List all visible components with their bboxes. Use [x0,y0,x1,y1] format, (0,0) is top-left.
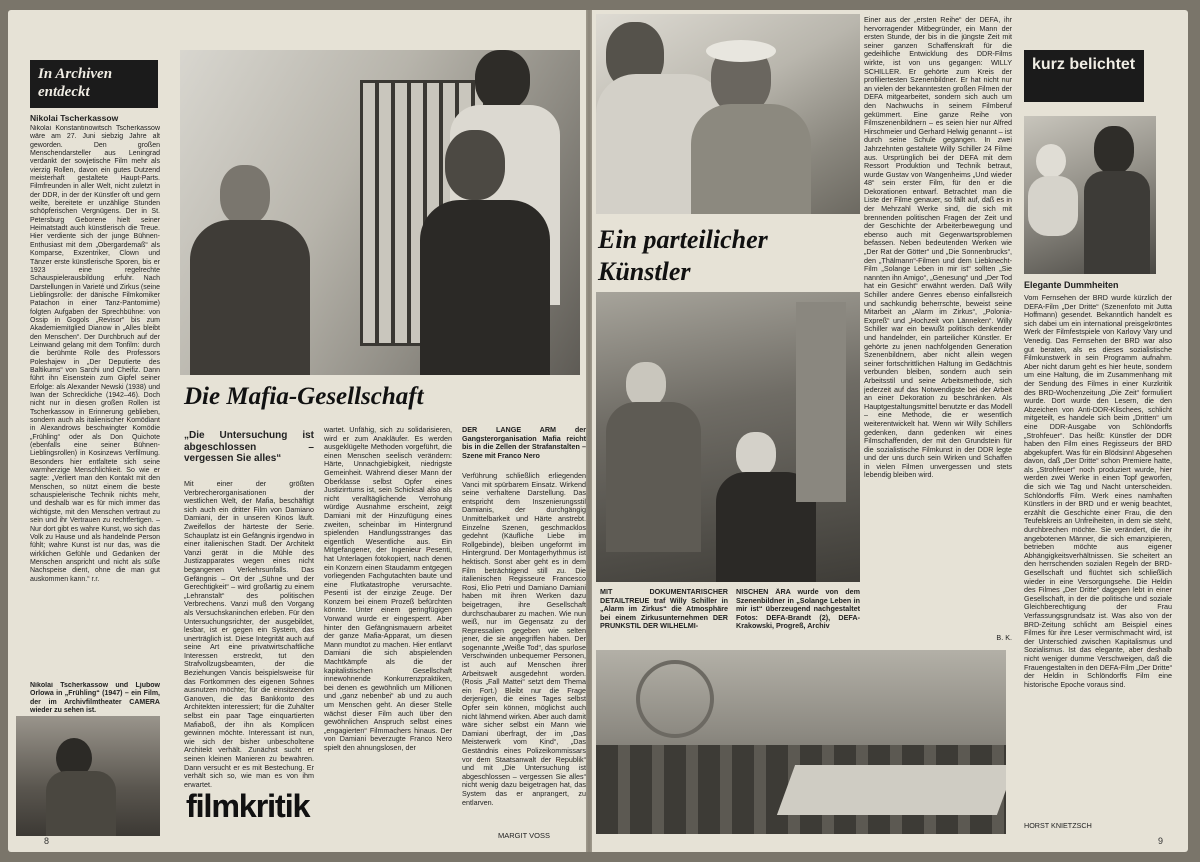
mafia-column-3: Verführung schließlich erliegenden Vanci mit spürbarem Einsatz. Wirkend seine verhaltene Darstellung. Das entspricht dem Inszenierungsstil Damianis, der durchgängig Unmittelbarkeit und Härte anstrebt. Einzelne Szenen, geschmacklos gedehnt (Käufliche Liebe im Rollgebinde), bleiben ungeformt im Hintergrund. Der Montagerhythmus ist hektisch. Sonst aber geht es in dem Film beträchtigend still zu. Die italienischen Regisseure Francesco Rosi, Elio Petri und Damiano Damiani haben mit ihren Werken dazu beigetragen, ihre Gesellschaft durchschaubarer zu machen. Wie nun weiß, nur im Gegensatz zu der Repressalien gegeben wie selten jener, die sie angegriffen haben. Der sogenannte „Weiße Tod“, das spurlose Verschwinden unbequemer Personen, ist auch auf Menschen ihrer Arbeitswelt ausgedehnt worden. (Rosis „Fall Mattei“ setzt dem Thema ein Fort.) Bleibt nur die Frage derjenigen, die eines Tages selbst Opfer sein können, möglichst auch nicht lähmend wirken. Aber auch damit wäre sicher selbst ein Mann wie Damiani überfragt, der im „Das Meisterwerk vom Kind“, „Das Geständnis eines Polizeikommissars vor dem Staatsanwalt der Republik“ und mit „Die Untersuchung ist abgeschlossen – vergessen Sie alles“ nicht wenig dazu beigetragen hat, das System das er anprangert, zu entlarven. [462,472,586,807]
kurz-text: Vom Fernsehen der BRD wurde kürzlich der DEFA-Film „Der Dritte“ (Szenenfoto mit Jutta Hoffmann) gesendet. Bekanntlich handelt es sich dabei um ein international preisgekröntes Werk der Filmfestspiele von Karlovy Vary und Venedig. Das Fernsehen der BRD war also gut beraten, als es dieses sozialistische Filmkunstwerk in sein Programm aufnahm. Aber nicht darum geht es hier heute, sondern um eine Haltung, die im Zusammenhang mit der Sendung des Filmes in einer Kurzkritik des BRD-Wochenzeitung „Die Zeit“ formuliert wurde. Dort wurde den Lesern, die den Abzeichen von Anti-DDR-Klischees, schlicht mitgeteilt, es handele sich beim „Dritten“ um eine DDR-Ausgabe von Schlöndorffs „Strohfeuer“. Das heißt: Künstler der DDR haben den Film eines Regisseurs der BRD abgekupfert. Was für ein Blödsinn! Abgesehen davon, daß „Der Dritte“ schon Premiere hatte, als „Strohfeuer“ noch produziert wurde, hier werden zwei Werke in einen Topf geworfen, die sich wie Tag und Nacht unterscheiden. Schlöndorffs Film. Werk eines namhaften Künstlers in der BRD und er wenig beachtet, erzählt die Geschichte einer Frau, die den Teufelskreis an Unfreiheiten, in dem sie steht, durchbrechen möchte. Sie verändert, die ihr angebotenen Männer, die sich emanzipieren, betrieben möchte aus eigener Abhängigkeitsverhältnissen. Sie scheitert an den herrschenden sozialen Regeln der BRD-Gesellschaft und flüchtet sich schließlich wieder in eine Versorgungsehe. Die Heldin des Filmes „Der Dritte“ dagegen lebt in einer Gesellschaft, in der die politische und soziale Gleichberechtigung der Frau Verfassungsgrundsatz ist. Was also von der BRD-Zeitung schlicht am Beispiel eines Filmes für ihre Leser vermischmacht wird, ist der Unterschied zwischen Kapitalismus und Sozialismus. Ist das elegante, aber deshalb nicht weniger dumme Verschweigen, daß die Frauengestalten in den DEFA-Film „Der Dritte“ der Heldin in Schlöndorffs Film eine historische Epoche voraus sind. [1024,294,1172,689]
kurz-belichtet-rubric: kurz belichtet [1024,50,1144,102]
mafia-headline: Die Mafia-Gesellschaft [184,383,424,410]
circus-photo-caption: MIT DOKUMENTARISCHER DETAILTREUE traf Willy Schiller in „Alarm im Zirkus“ die Atmosphäre bei einem Zirkusunternehmen DER PRUNKSTIL DER WILHELMI- [600,588,728,631]
kurz-author: HORST KNIETZSCH [1024,822,1172,831]
mafia-column-2: wartet. Unfähig, sich zu solidarisieren, wird er zum Anakläufer. Es werden ausgeklügelte Methoden vorgeführt, die einen Menschen seelisch verändern: Härte, Unnachgiebigkeit, niedrigste Gemeinheit. Während dieser Mann der Oberklasse selbst Opfer eines Justizirrtums ist, sein Schicksal also als nicht veralltäglichende Verrohung würdige Ausnahme erscheint, zeigt Damiani mit der Hinzufügung eines zweiten, scheinbar im Hintergrund spielenden Handlungsstranges das eigentlich Wesentliche aus. Ein Mitgefangener, der Ingenieur Pesenti, hat Unterlagen fotokopiert, nach denen ein Konzern einen Staudamm entgegen vorliegenden Fachgutachten baute und eine Flutkatastrophe verursachte. Pesenti ist der einzige Zeuge. Der Konzern bei einem Prozeß befürchten könnte. Unter einem geringfügigen Vorwand wurde er eingesperrt. Aber hinter den Gefängnismauern arbeitet der ganze Mafia-Apparat, um diesen Mann mundtot zu machen. Hier entlarvt Damiani die sich abspielenden Machtkämpfe als die der kapitalistischen Gesellschaft innewohnende Konkurrenzpraktiken, bei denen es gewöhnlich um Millionen und „ganz nebenbei“ ab und zu auch um Menschen geht. An dieser Stelle wächst dieser Film auch über den gewöhnlichen Anspruch selbst eines „engagierten“ Filmmachers hinaus. Der von Damiani beverzugte Franco Nero spielt den ahnungslosen, der [324,426,452,752]
archive-title: Nikolai Tscherkassow [30,113,119,123]
right-page [592,10,1188,852]
circus-film-still-photo [596,292,860,582]
left-page [8,10,586,852]
mafia-author: MARGIT VOSS [498,832,550,840]
right-page-number: 9 [1158,836,1164,846]
filmkritik-logo: filmkritik [186,788,310,824]
schiller-main-text: Einer aus der „ersten Reihe“ der DEFA, ihr hervorragender Mitbegründer, ein Mann der ersten Stunde, der bis in die jüngste Zeit mit seiner ganzen Schaffenskraft für die gedeihliche Entwicklung des DDR-Films wirkte, ist von uns gegangen: WILLY SCHILLER. Er gehörte zum Kreis der profiliertesten Szenenbildner. Er hat nicht nur an vielen der bekanntesten großen Filmen der DEFA mitgearbeitet, sondern sich auch um den Nachwuchs in seinem Filmberuf gekümmert. Eine ganze Reihe von Filmszenenbildnern – es seien hier nur Alfred Hirschmeier und Gerhard Helwig genannt – ist durch seine Schule gegangen. In zwei Jahrzehnten gestaltete Willy Schiller 24 Filme aus. Ursprünglich bei der DEFA mit dem Ressort Produktion und Technik betraut, wurde Gustav von Wangenheims „Und wieder 48“ sein erster Film, für den er die Dekorationen entwarf. Betrachtet man die Liste der Filme genauer, so fällt auf, daß es in der Mehrzahl Werke sind, die sich mit brennenden politischen Fragen der Zeit und der Geschichte der Arbeiterbewegung und ebenso auch mit Gegenwartsproblemen befassen. Neben bedeutenden Werken wie „Der Rat der Götter“ und „Die Sonnenbrucks“, den „Thälmann“-Filmen und dem Liebknecht-Film „Solange Leben in mir ist“ sollten „Sie nannten ihn Amigo“, „Genesung“ und „Der Tod hat ein Gesicht“ erwähnt werden. Daß Willy Schiller andere Genres ebenso einfallsreich und sachkundig beherrschte, beweist seine Mitarbeit an „Alarm im Zirkus“, „Polonia-Expreß“ und „Hochzeit von Länneken“. Willy Schiller war ein bewußt politisch denkender und handelnder, ein parteilicher Künstler. Er gehörte zu jenen nachfolgenden Generation Szenenbildnern, aber nicht allein wegen seiner fortschrittlichen Haltung im Gedächtnis verbunden bleiben, sondern auch sein Arbeitsstil und seine Arbeitsmethode, sich jederzeit auf das Notwendigste bei der Arbeit an einer Dekoration zu beschränken. Als Hauptgestaltungsmittel benutzte er das Modell – eine Methode, die er wesentlich weiterentwickelt hat. Wenn wir Willy Schillers gedenken, dann gedenken wir eines Filmschaffenden, der mit den Grundstein für die sozialistische Filmkunst in der DDR legte und der uns durch sein Wirken und Schaffen in vielen Filmen unvergessen und stets lebendig bleiben wird. [864,16,1012,480]
archive-caption: Nikolai Tscherkassow und Ljubow Orlowa in „Frühling“ (1947) – ein Film, der im Archivfilmtheater CAMERA wieder zu sehen ist. [30,682,160,718]
kurz-title: Elegante Dummheiten [1024,280,1119,290]
mafia-column-1: Mit einer der größten Verbrecherorganisationen der westlichen Welt, der Mafia, beschäftigt sich auch ein dritter Film von Damiano Damiani, der in unseren Kinos läuft. Zweifellos der härteste der Serie. Schauplatz ist ein Gefängnis irgendwo in einer italienischen Stadt. Der Architekt Vanzi gerät in die Mühle des Justizapparates wegen eines nicht begangenen Verkehrsunfalls. Das Gefängnis – Ort der „Sühne und der Gerechtigkeit“ – wird großartig zu einem „Lehranstalt“ des politischen Verbrechens. Vanzi muß den Vorgang als Versuchskaninchen erleben. Für den Untersuchungsrichter, der ausgebildet, lesbar, ist er gegen ein System, das unerträglich ist. Diese Integrität auch auf seine Art eine privatwirtschaftliche Interessen erstreckt, tut den Strafvollzugsbeamten, der die Beziehungen Vancis beispielsweise für das Fortkommen des eigenen Sohnes ausnutzen möchte; für die einsitzenden Ganoven, die das Bankkonto des Architekten interessiert; für die Zuhälter selbst ein paar Tage einquartierten Mafiaboß, der ihn als Komplicen gewinnen möchte. Interessant ist nun, wie sich der bisher unbescholtene Architekt verhält. Zunächst sucht er seinen kleinen Manieren zu bewahren. Dann versucht er es mit Bestechung. Er verhält sich so, wie man es von ihm erwartet. [184,480,314,789]
palace-film-still-photo [596,650,1006,834]
schiller-portrait-photo [596,14,860,214]
frühling-still-photo [16,716,160,836]
der-dritte-still-photo [1024,116,1156,274]
left-page-number: 8 [44,836,50,846]
mafia-film-still-photo [180,50,580,375]
mafia-photo-caption: DER LANGE ARM der Gangsterorganisation Mafia reicht bis in die Zellen der Strafanstalten – Szene mit Franco Nero [462,426,586,460]
palace-photo-caption: NISCHEN ÄRA wurde von dem Szenenbildner in „Solange Leben in mir ist“ überzeugend nachgestaltet Fotos: DEFA-Brandt (2), DEFA-Krakowski, Progreß, Archiv [736,588,860,631]
mafia-subhead: „Die Untersuchung ist abgeschlossen – vergessen Sie alles“ [184,430,314,465]
archive-text: Nikolai Konstantinowitsch Tscherkassow wäre am 27. Juni siebzig Jahre alt geworden. Den großen Menschendarsteller aus Leningrad verdankt der sowjetische Film mehr als vierzig Rollen, davon ein gutes Dutzend meisterhaft gestaltete Haupt-Parts. Filmfreunden in aller Welt, nicht zuletzt in der DDR, in der der Künstler oft und gern weilte, bereitete er unzählige Stunden schöpferischen Vergnügens. Der in St. Petersburg Geborene hielt seiner Heimatstadt auch künstlerisch die Treue. Hier verdiente sich der junge Bühnen-Enthusiast mit dem „Obergardemaß“ als Komparse, Exzentriker, Clown und Tänzer erste künstlerische Sporen, bis er 1923 eine regelrechte Schauspielerausbildung erfuhr. Nach Darstellungen in Varieté und Zirkus (seine Lieblingsrolle: der dänische Filmkomiker Patachon in einer Tanz-Pantomime) folgten Aufgaben der Sprechbühne: von Ossip in Gogols „Revisor“ bis zum Akademiemitglied Dianow in „Alles bleibt den Menschen“. Der Durchbruch auf der Leinwand gelang mit dem Tonfilm: durch die berühmte Rolle des Professors Poleshajew in „Der Deputierte des Baltikums“ von Sarchi und Cheifiz. Dann führt ihn Eisenstein zum Gipfel seiner Erfolge: als Alexander Newski (1938) und Iwan der Schreckliche (1942–46). Doch nicht nur in diesen großen Rollen ist Tscherkassow in Erinnerung geblieben, sondern auch als italienischer Komödiant in Alexandrows beschwingter Komödie „Frühling“ oder als Don Quichote (ebenfalls eine seiner Bühnen-Lieblingsrollen) in Kosinzews Verfilmung. Besonders hier entfaltete sich seine warmherzige Menschlichkeit. So wie er sagte: „Verliert man den Kontakt mit den Menschen, so nützt einem die beste schauspielerische Technik nichts mehr, und deshalb war es für mich immer das wichtigste, mit den Menschen vertraut zu sein und ihr Vertrauen zu rechtfertigen. – Nur dort gibt es wahre Kunst, wo sich das Volk zu Hause und als handelnde Person fühlt; wahre Kunst ist nur das, was die wirklichen Gefühle und Gedanken der Menschen anspricht und nicht als süße Nachspeise dient, ohne die man gut auskommen kann.“ r.r. [30,125,160,583]
archive-rubric: In Archiven entdeckt [30,60,158,108]
schiller-signature: B. K. [864,634,1012,643]
schiller-headline: Ein parteilicher Künstler [598,225,768,286]
